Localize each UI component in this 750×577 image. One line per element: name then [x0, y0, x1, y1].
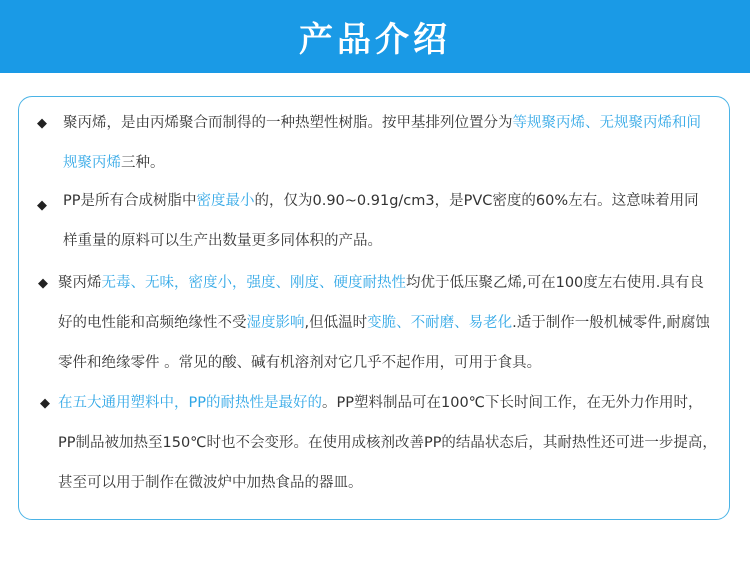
diamond-bullet-icon: ◆: [38, 276, 48, 291]
highlight-text: 密度最小: [196, 193, 255, 209]
title-banner: [0, 0, 750, 73]
paragraph-2: [63, 181, 713, 261]
diamond-bullet-icon: ◆: [37, 116, 47, 131]
diamond-bullet-icon: ◆: [37, 198, 47, 213]
page-title: 产品介绍: [299, 20, 451, 60]
paragraph-text: 的，仅为0.90~0.91g/cm3，是PVC密度的60%左右。这意味着用同样重量的原料可以生产出数量更多同体积的产品。: [63, 193, 699, 249]
highlight-text: 变脆、不耐磨、易老化: [367, 315, 513, 331]
diamond-bullet-icon: ◆: [40, 396, 50, 411]
highlight-text: 湿度影响: [246, 315, 305, 331]
paragraph-4: [58, 383, 718, 503]
paragraph-text: 聚丙烯，是由丙烯聚合而制得的一种热塑性树脂。按甲基排列位置分为: [63, 115, 513, 131]
highlight-text: 在五大通用塑料中，PP的耐热性是最好的: [58, 395, 322, 411]
paragraph-text: PP是所有合成树脂中: [63, 193, 197, 209]
paragraph-text: 聚丙烯: [58, 275, 102, 291]
paragraph-text: ,但低温时: [304, 315, 368, 331]
highlight-text: 无毒、无味，密度小，强度、刚度、硬度耐热性: [101, 275, 406, 291]
paragraph-3: [58, 263, 718, 383]
paragraph-text: 。PP塑料制品可在100℃下长时间工作，在无外力作用时，PP制品被加热至150℃时也不会变形。在使用成核剂改善PP的结晶状态后，其耐热性还可进一步提高，甚至可以用于制作在微波炉中加热食品的器皿。: [58, 395, 717, 491]
paragraph-text: 三种。: [121, 155, 165, 171]
paragraph-1: [63, 103, 713, 183]
paragraph-text: 均优于低压聚乙烯,可在100度左右使用.具有良好的电性能和高频绝缘性不受: [58, 275, 704, 331]
paragraph-text: .适于制作一般机械零件,耐腐蚀零件和绝缘零件 。常见的酸、碱有机溶剂对它几乎不起作用，可用于食具。: [58, 315, 710, 371]
highlight-text: 等规聚丙烯、无规聚丙烯和间规聚丙烯: [63, 115, 701, 171]
